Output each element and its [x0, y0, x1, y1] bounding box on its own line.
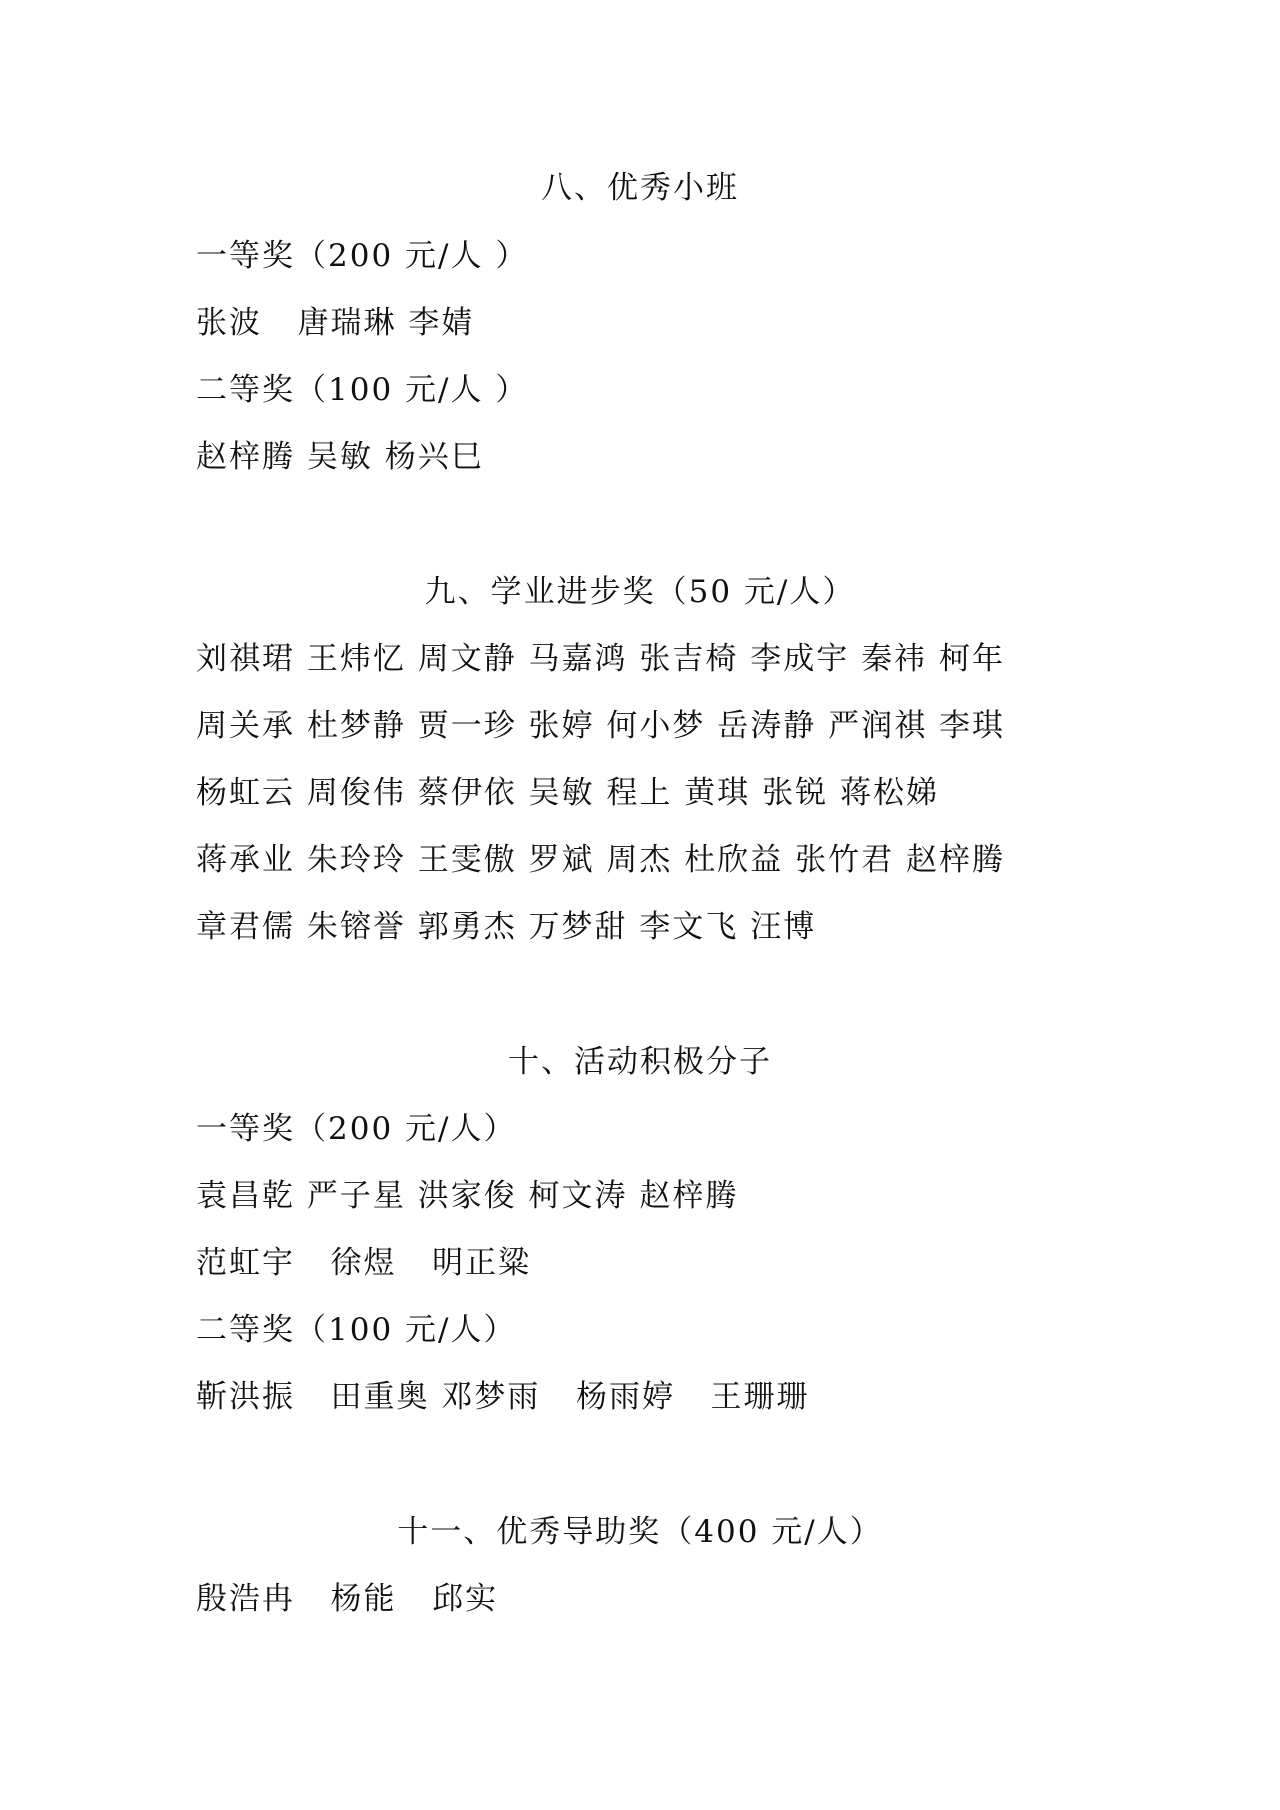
name-list: 殷浩冉 杨能 邱实 [196, 1581, 499, 1617]
name-list: 范虹宇 徐煜 明正粱 [196, 1245, 532, 1281]
name-list: 袁昌乾 严子星 洪家俊 柯文涛 赵梓腾 [196, 1178, 739, 1214]
award-tier-second: 二等奖（100 元/人） [196, 1312, 517, 1348]
section-heading-academic-progress: 九、学业进步奖（50 元/人） [424, 574, 856, 610]
name-list: 杨虹云 周俊伟 蔡伊依 吴敏 程上 黄琪 张锐 蒋松娣 [196, 775, 939, 811]
name-list: 周关承 杜梦静 贾一珍 张婷 何小梦 岳涛静 严润祺 李琪 [196, 708, 1005, 744]
award-tier-first: 一等奖（200 元/人） [196, 1111, 517, 1147]
name-list: 蒋承业 朱玲玲 王雯傲 罗斌 周杰 杜欣益 张竹君 赵梓腾 [196, 842, 1005, 878]
award-tier-second: 二等奖（100 元/人 ） [196, 372, 529, 408]
name-list: 张波 唐瑞琳 李婧 [196, 305, 475, 341]
section-heading-excellent-tutor: 十一、优秀导助奖（400 元/人） [397, 1514, 883, 1550]
name-list: 赵梓腾 吴敏 杨兴巳 [196, 439, 484, 475]
award-tier-first: 一等奖（200 元/人 ） [196, 238, 529, 274]
name-list: 靳洪振 田重奥 邓梦雨 杨雨婷 王珊珊 [196, 1379, 810, 1415]
name-list: 刘祺珺 王炜忆 周文静 马嘉鸿 张吉椅 李成宇 秦祎 柯年 [196, 641, 1005, 677]
name-list: 章君儒 朱镕誉 郭勇杰 万梦甜 李文飞 汪博 [196, 909, 817, 945]
section-heading-active-members: 十、活动积极分子 [508, 1044, 772, 1080]
section-heading-excellent-class: 八、优秀小班 [541, 170, 739, 206]
